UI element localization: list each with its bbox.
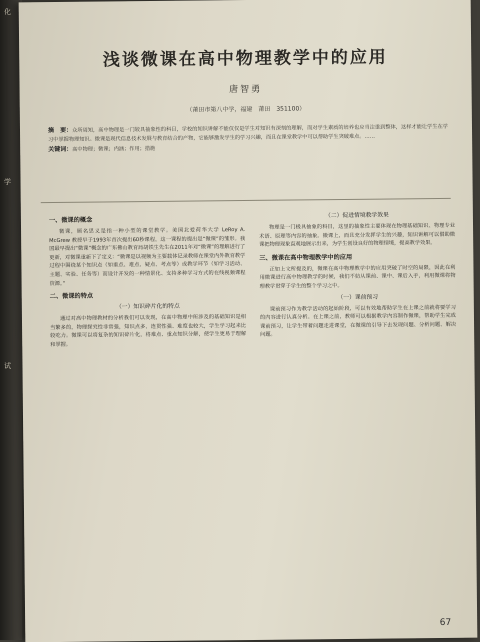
paragraph: 正如上文所提及的，微课在高中物理教学中的应用突破了时空的局限，因此在利用微课进行高中物理教学的时候，我们不妨从课前、课中、课后入手，利用微课将物理教学贯穿于学生的整个学习之中。 [259,264,456,290]
section-heading: 二、微课的特点 [49,292,94,301]
paragraph: 物理是一门极具抽象的科目，这里的抽象性主要体现在物理基础知识、物理专业术语、原理等内容的抽象。微课上，而且充分发挥学生的兴趣，知识讲解可以借助微课把物理现象直观地展示出来，为学生创设良好的物理情境，提高教学效果。 [259,222,456,249]
journal-page [19,0,478,642]
subsection-heading: （二）促进情境教学效果 [324,212,389,220]
paragraph: 课前预习作为教学活动的起始阶段，可以有效地帮助学生在上课之前就将要学习的内容进行认真分析。在上课之前，教师可以根据教学内容制作微课，帮助学生完成课前预习，让学生带着问题走进课堂，在微课的引导下去发现问题、分析问题、解决问题。 [259,304,457,339]
spine-mark: 学 [4,178,11,186]
author-affiliation: （莆田市第八中学，福建 莆田 351100） [186,105,306,114]
spine-mark: 试 [4,362,11,370]
section-divider [41,198,451,203]
abstract-text: 众所周知，高中物理是一门较具抽象性的科目，学校的知识讲解不能仅仅是学生对知识有深刻的理解，而对学生素质的培养也应当注重到整体，这样才能让学生在学习中掌握物理知识。微课是现代信息技术发展与教育结合的产物，它能够激发学生的学习兴趣，而且在课堂教学中可以帮助学生突破难点。…… [48,123,449,144]
page-number: 67 [439,617,452,629]
section-heading: 一、微课的概念 [48,216,93,225]
paragraph: 通过对高中物理教材的分析我们可以发现，在高中物理中所涉及的基础知识是相当繁多的，物理探究性非常强，知识点多、连贯性强、难度也较大，学生学习起来比较吃力。微课可以将复杂的知识碎片化，将难点、重点知识分解，使学生更易于理解和掌握。 [50,314,247,349]
right-column [259,208,456,340]
subsection-heading: （一）知识碎片化的特点 [115,303,180,311]
keywords-text: 高中物理；微课；内涵；作用；措施 [72,145,156,153]
spine-mark: 化 [4,8,11,16]
article-title: 浅谈微课在高中物理教学中的应用 [102,47,388,71]
keywords-label: 关键词： [48,145,73,154]
abstract-block [48,122,448,155]
left-column [49,210,246,350]
abstract-label: 摘 要： [47,126,73,135]
subsection-heading: （一）课前预习 [337,294,379,301]
article-author: 唐智勇 [229,84,263,96]
section-heading: 三、微课在高中物理教学中的应用 [259,253,353,262]
paragraph: 微课，顾名思义是指一种小型的课堂教学。美国北爱荷华大学 LeRoy A. McGrew 教授早于1993年首次提出60秒课程，这一课程的提出是“微课”的雏形。我国最早提出“微课”概念的广东佛山教育局胡铁生先生在2011年对“微课”的理解进行了更新，对微课重新下了定义：“微课是以视频为主要载体记录教师在课堂内外教育教学过程中围绕某个知识点（如重点、难点、疑点、考点等）或教学环节（如学习活动、主题、实验、任务等）而设计开发的一种情景化、支持多种学习方式的在线视频课程资源。” [49,227,246,287]
